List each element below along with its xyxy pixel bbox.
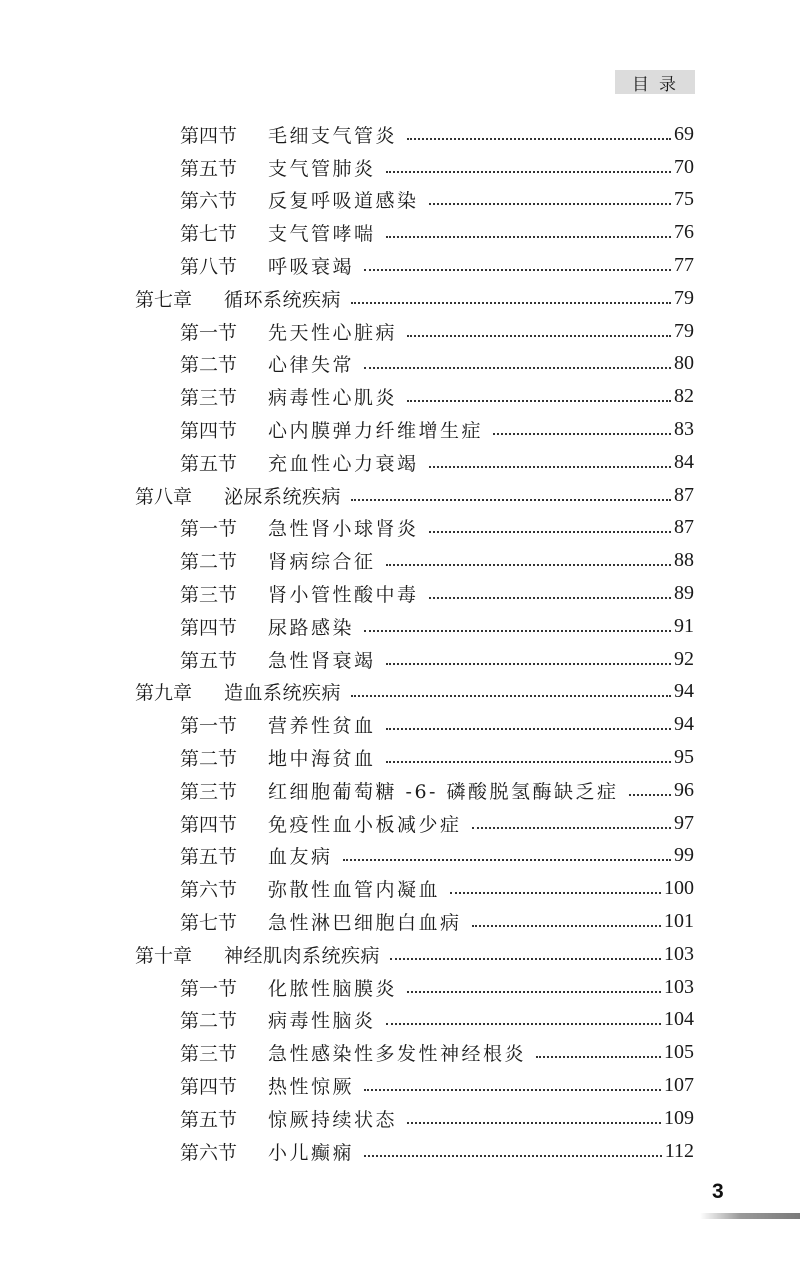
entry-page-number: 88 xyxy=(674,549,694,572)
entry-number: 第二节 xyxy=(180,1010,238,1033)
entry-number: 第四节 xyxy=(180,813,238,836)
entry-number: 第八节 xyxy=(180,256,238,279)
dot-leader xyxy=(343,858,671,861)
toc-section-entry[interactable] xyxy=(0,741,800,774)
dot-leader xyxy=(407,1121,661,1124)
entry-number: 第四节 xyxy=(180,420,238,443)
dot-leader xyxy=(386,727,671,730)
entry-title: 免疫性血小板减少症 xyxy=(268,813,462,836)
running-header xyxy=(615,70,695,94)
entry-number: 第四节 xyxy=(180,124,238,147)
entry-page-number: 109 xyxy=(664,1106,694,1129)
entry-title: 营养性贫血 xyxy=(268,715,376,738)
dot-leader xyxy=(429,202,671,205)
entry-page-number: 103 xyxy=(664,975,694,998)
dot-leader xyxy=(351,498,671,501)
dot-leader xyxy=(364,629,671,632)
toc-section-entry[interactable] xyxy=(0,577,800,610)
dot-leader xyxy=(386,235,671,238)
entry-number: 第七节 xyxy=(180,223,238,246)
toc-section-entry[interactable] xyxy=(0,872,800,905)
entry-page-number: 76 xyxy=(674,221,694,244)
entry-page-number: 87 xyxy=(674,516,694,539)
page-number-bar xyxy=(700,1213,800,1219)
entry-page-number: 83 xyxy=(674,418,694,441)
entry-page-number: 107 xyxy=(664,1074,694,1096)
entry-number: 第三节 xyxy=(180,780,238,803)
dot-leader xyxy=(364,1088,661,1091)
toc-section-entry[interactable] xyxy=(0,512,800,545)
entry-title: 神经肌肉系统疾病 xyxy=(224,944,381,967)
entry-page-number: 70 xyxy=(674,155,694,178)
dot-leader xyxy=(386,170,671,173)
entry-page-number: 96 xyxy=(674,778,694,801)
toc-section-entry[interactable] xyxy=(0,184,800,217)
dot-leader xyxy=(472,924,661,927)
toc-section-entry[interactable] xyxy=(0,544,800,577)
entry-page-number: 105 xyxy=(664,1041,694,1064)
entry-number: 第四节 xyxy=(180,1076,238,1098)
entry-page-number: 84 xyxy=(674,450,694,473)
entry-title: 尿路感染 xyxy=(268,616,355,639)
dot-leader xyxy=(407,990,661,993)
dot-leader xyxy=(472,826,671,829)
dot-leader xyxy=(364,268,671,271)
entry-number: 第九章 xyxy=(135,682,193,705)
toc-section-entry[interactable] xyxy=(0,905,800,938)
toc-section-entry[interactable] xyxy=(0,1135,800,1168)
entry-page-number: 80 xyxy=(674,352,694,375)
entry-page-number: 77 xyxy=(674,254,694,277)
toc-section-entry[interactable] xyxy=(0,380,800,413)
entry-title: 支气管肺炎 xyxy=(268,157,376,180)
entry-page-number: 69 xyxy=(674,122,694,145)
entry-title: 病毒性脑炎 xyxy=(268,1010,376,1033)
entry-page-number: 82 xyxy=(674,385,694,408)
toc-section-entry[interactable] xyxy=(0,807,800,840)
entry-page-number: 79 xyxy=(674,286,694,309)
entry-number: 第四节 xyxy=(180,616,238,639)
entry-number: 第二节 xyxy=(180,748,238,771)
entry-title: 惊厥持续状态 xyxy=(268,1108,398,1131)
entry-page-number: 103 xyxy=(664,942,694,965)
entry-title: 急性肾小球肾炎 xyxy=(268,518,419,541)
entry-title: 造血系统疾病 xyxy=(224,682,342,705)
dot-leader xyxy=(629,793,671,796)
entry-page-number: 100 xyxy=(664,877,694,900)
entry-number: 第三节 xyxy=(180,584,238,607)
entry-page-number: 89 xyxy=(674,582,694,605)
entry-number: 第五节 xyxy=(180,452,238,475)
dot-leader xyxy=(407,334,671,337)
entry-title: 热性惊厥 xyxy=(268,1076,355,1098)
toc-chapter-entry[interactable] xyxy=(0,479,800,512)
entry-number: 第一节 xyxy=(180,518,238,541)
entry-number: 第七章 xyxy=(135,288,193,311)
toc-section-entry[interactable] xyxy=(0,774,800,807)
entry-number: 第五节 xyxy=(180,1108,238,1131)
entry-page-number: 79 xyxy=(674,319,694,342)
entry-number: 第六节 xyxy=(180,879,238,902)
entry-title: 地中海贫血 xyxy=(268,748,376,771)
dot-leader xyxy=(351,694,671,697)
entry-title: 小儿癫痫 xyxy=(268,1141,355,1164)
entry-page-number: 92 xyxy=(674,647,694,670)
toc-section-entry[interactable] xyxy=(0,249,800,282)
entry-page-number: 99 xyxy=(674,844,694,867)
page-number: 3 xyxy=(712,1180,724,1203)
entry-page-number: 101 xyxy=(664,910,694,933)
entry-page-number: 112 xyxy=(664,1139,694,1162)
entry-title: 心律失常 xyxy=(268,354,355,377)
entry-number: 第五节 xyxy=(180,846,238,869)
dot-leader xyxy=(493,432,671,435)
entry-number: 第五节 xyxy=(180,649,238,672)
dot-leader xyxy=(386,760,671,763)
entry-number: 第八章 xyxy=(135,485,193,508)
entry-number: 第六节 xyxy=(180,190,238,213)
entry-page-number: 95 xyxy=(674,746,694,769)
toc-section-entry[interactable] xyxy=(0,1069,800,1102)
dot-leader xyxy=(390,957,661,960)
entry-title: 充血性心力衰竭 xyxy=(268,452,419,475)
dot-leader xyxy=(429,465,671,468)
dot-leader xyxy=(407,399,671,402)
entry-title: 肾小管性酸中毒 xyxy=(268,584,419,607)
entry-number: 第三节 xyxy=(180,387,238,410)
entry-page-number: 97 xyxy=(674,811,694,834)
toc-chapter-entry[interactable] xyxy=(0,938,800,971)
dot-leader xyxy=(386,563,671,566)
toc-section-entry[interactable] xyxy=(0,315,800,348)
toc-section-entry[interactable] xyxy=(0,708,800,741)
entry-title: 毛细支气管炎 xyxy=(268,124,398,147)
entry-title: 急性感染性多发性神经根炎 xyxy=(268,1043,527,1066)
entry-title: 心内膜弹力纤维增生症 xyxy=(268,420,484,443)
dot-leader xyxy=(386,662,671,665)
toc-section-entry[interactable] xyxy=(0,1004,800,1037)
entry-page-number: 94 xyxy=(674,713,694,736)
entry-title: 肾病综合征 xyxy=(268,551,376,574)
entry-number: 第一节 xyxy=(180,715,238,738)
dot-leader xyxy=(364,366,671,369)
entry-number: 第三节 xyxy=(180,1043,238,1066)
dot-leader xyxy=(364,1154,662,1157)
entry-title: 化脓性脑膜炎 xyxy=(268,977,398,1000)
entry-number: 第二节 xyxy=(180,551,238,574)
entry-page-number: 87 xyxy=(674,483,694,506)
entry-page-number: 75 xyxy=(674,188,694,211)
dot-leader xyxy=(386,1022,661,1025)
entry-number: 第十章 xyxy=(135,944,193,967)
dot-leader xyxy=(450,891,661,894)
table-of-contents xyxy=(0,118,800,1168)
entry-number: 第七节 xyxy=(180,912,238,935)
entry-title: 先天性心脏病 xyxy=(268,321,398,344)
toc-section-entry[interactable] xyxy=(0,1102,800,1135)
dot-leader xyxy=(407,137,671,140)
toc-section-entry[interactable] xyxy=(0,446,800,479)
dot-leader xyxy=(429,530,671,533)
entry-title: 急性肾衰竭 xyxy=(268,649,376,672)
toc-section-entry[interactable] xyxy=(0,840,800,873)
entry-number: 第一节 xyxy=(180,321,238,344)
toc-section-entry[interactable] xyxy=(0,971,800,1004)
entry-page-number: 104 xyxy=(664,1008,694,1031)
entry-title: 支气管哮喘 xyxy=(268,223,376,246)
entry-title: 反复呼吸道感染 xyxy=(268,190,419,213)
toc-section-entry[interactable] xyxy=(0,118,800,151)
toc-chapter-entry[interactable] xyxy=(0,282,800,315)
dot-leader xyxy=(351,301,671,304)
toc-section-entry[interactable] xyxy=(0,348,800,381)
entry-title: 血友病 xyxy=(268,846,333,869)
entry-title: 泌尿系统疾病 xyxy=(224,485,342,508)
toc-section-entry[interactable] xyxy=(0,151,800,184)
entry-page-number: 91 xyxy=(674,614,694,637)
dot-leader xyxy=(429,596,671,599)
entry-title: 病毒性心肌炎 xyxy=(268,387,398,410)
toc-section-entry[interactable] xyxy=(0,643,800,676)
entry-number: 第一节 xyxy=(180,977,238,1000)
toc-chapter-entry[interactable] xyxy=(0,676,800,709)
entry-page-number: 94 xyxy=(674,680,694,703)
toc-section-entry[interactable] xyxy=(0,1036,800,1069)
toc-section-entry[interactable] xyxy=(0,413,800,446)
entry-number: 第六节 xyxy=(180,1141,238,1164)
entry-title: 呼吸衰竭 xyxy=(268,256,355,279)
entry-title: 弥散性血管内凝血 xyxy=(268,879,441,902)
entry-title: 循环系统疾病 xyxy=(224,288,342,311)
entry-title: 急性淋巴细胞白血病 xyxy=(268,912,462,935)
toc-section-entry[interactable] xyxy=(0,216,800,249)
toc-section-entry[interactable] xyxy=(0,610,800,643)
entry-number: 第五节 xyxy=(180,157,238,180)
dot-leader xyxy=(536,1055,661,1058)
entry-number: 第二节 xyxy=(180,354,238,377)
entry-title: 红细胞葡萄糖 -6- 磷酸脱氢酶缺乏症 xyxy=(268,780,619,803)
running-header-label: 目录 xyxy=(632,74,686,95)
